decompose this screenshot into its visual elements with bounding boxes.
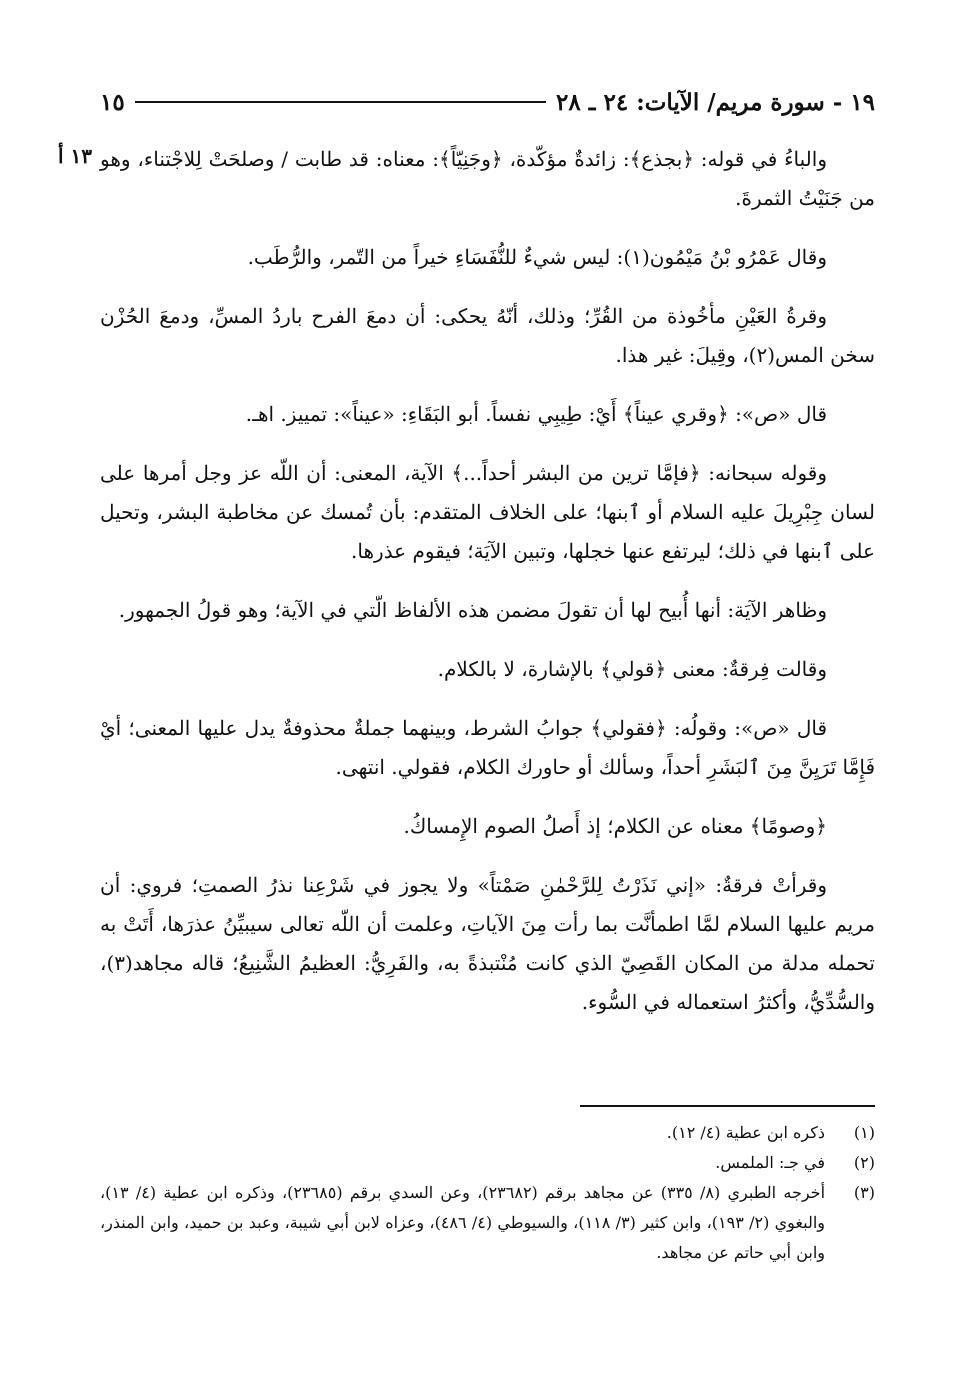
footnote-separator (580, 1105, 875, 1107)
page-number: ١٥ (100, 88, 125, 116)
footnote-text: أخرجه الطبري (٨/ ٣٣٥) عن مجاهد برقم (٢٣٦٨٢)، وعن السدي برقم (٢٣٦٨٥)، وذكره ابن عطية (٤/ ١٣)، والبغوي (٢/ ١٩٣)، وابن كثير (٣/ ١١٨)، والسيوطي (٤/ ٤٨٦)، وعزاه لابن أبي شيبة، وعبد بن حميد، وابن المنذر، وابن أبي حاتم عن مجاهد. (100, 1183, 826, 1262)
paragraph: قال «ص»: ﴿وقري عيناً﴾ أَيْ: طِيبِي نفساً. أبو البَقَاءِ: «عيناً»: تمييز. اهـ. (245, 402, 827, 426)
paragraph: قال «ص»: وقولُه: ﴿فقولي﴾ جوابُ الشرط، وبينهما جملةٌ محذوفةٌ يدل عليها المعنى؛ أيْ فَإِمَّا تَرَيِنَّ مِنَ ٱلبَشَرِ أحداً، وسألك أو حاورك الكلام، فقولي. انتهى. (100, 716, 875, 779)
footnote-number: (١) (853, 1123, 875, 1142)
footnote-number: (٣) (853, 1183, 875, 1202)
footnotes (100, 1118, 875, 1268)
paragraph: وقالت فِرقةٌ: معنى ﴿قولي﴾ بالإشارة، لا بالكلام. (437, 657, 827, 681)
running-header (100, 82, 875, 122)
header-rule (135, 101, 546, 103)
paragraph: وظاهر الآيَة: أنها أُبيح لها أن تقولَ مضمن هذه الألفاظ الّتي في الآية؛ وهو قولُ الجمهور. (118, 598, 827, 622)
paragraph: وقرةُ العَيْنِ مأخُوذة من القُرِّ؛ وذلك، أنّهُ يحكى: أن دمعَ الفرح باردُ المسِّ، ودمعَ الحُزْن سخن المس(٢)، وقِيلَ: غير هذا. (100, 304, 875, 367)
paragraph: ﴿وصومًا﴾ معناه عن الكلام؛ إذ أَصلُ الصوم الإِمساكُ. (403, 814, 827, 838)
paragraph: وقرأتْ فرقةٌ: «إني نَذَرْتُ لِلرَّحْمٰنِ صَمْتاً» ولا يجوز في شَرْعِنا نذرُ الصمتِ؛ فروي: أن مريم عليها السلام لمَّا اطمأنَّت بما رأت مِنَ الآياتِ، وعلمت أن اللّه تعالى سيبيِّنُ عذرَها، أَتَتْ به تحمله مدلة من المكان القَصِيّ الذي كانت مُنْتبذةً به، والفَرِيُّ: العظيمُ الشَّنِيعُ؛ قاله مجاهد(٣)، والسُّدِّيُّ، وأكثرُ استعماله في السُّوء. (100, 873, 875, 1014)
chapter-title: ١٩ - سورة مريم/ الآيات: ٢٤ ـ ٢٨ (556, 88, 875, 116)
paragraph: وقوله سبحانه: ﴿فإمَّا ترين من البشر أحداً...﴾ الآية، المعنى: أن اللّه عز وجل أمرها على لسان جِبْرِيلَ عليه السلام أو ٱبنها؛ على الخلاف المتقدم: بأن تُمسك عن مخاطبة البشر، وتحيل على ٱبنها في ذلك؛ ليرتفع عنها خجلها، وتبين الآيَة؛ فيقوم عذرها. (100, 461, 875, 563)
footnote-text: ذكره ابن عطية (٤/ ١٢). (666, 1123, 825, 1142)
margin-note: ١٣ أ (58, 144, 93, 168)
footnote-text: في جـ: الملمس. (715, 1153, 825, 1172)
footnote-number: (٢) (853, 1153, 875, 1172)
paragraph: وقال عَمْرُو بْنُ مَيْمُون(١): ليس شيءٌ للنُّفَسَاءِ خيراً من التّمر، والرُّطَب. (247, 245, 827, 269)
paragraph: والباءُ في قوله: ﴿بجذع﴾: زائدةٌ مؤكّدة، ﴿وجَنِيّاً﴾: معناه: قد طابت / وصلحَتْ لِلاجْتناء، وهو من جَنَيْتُ الثمرةَ. (100, 147, 875, 210)
footnote (100, 1148, 875, 1178)
footnote (100, 1118, 875, 1148)
main-text (100, 140, 875, 1042)
footnote (100, 1178, 875, 1268)
